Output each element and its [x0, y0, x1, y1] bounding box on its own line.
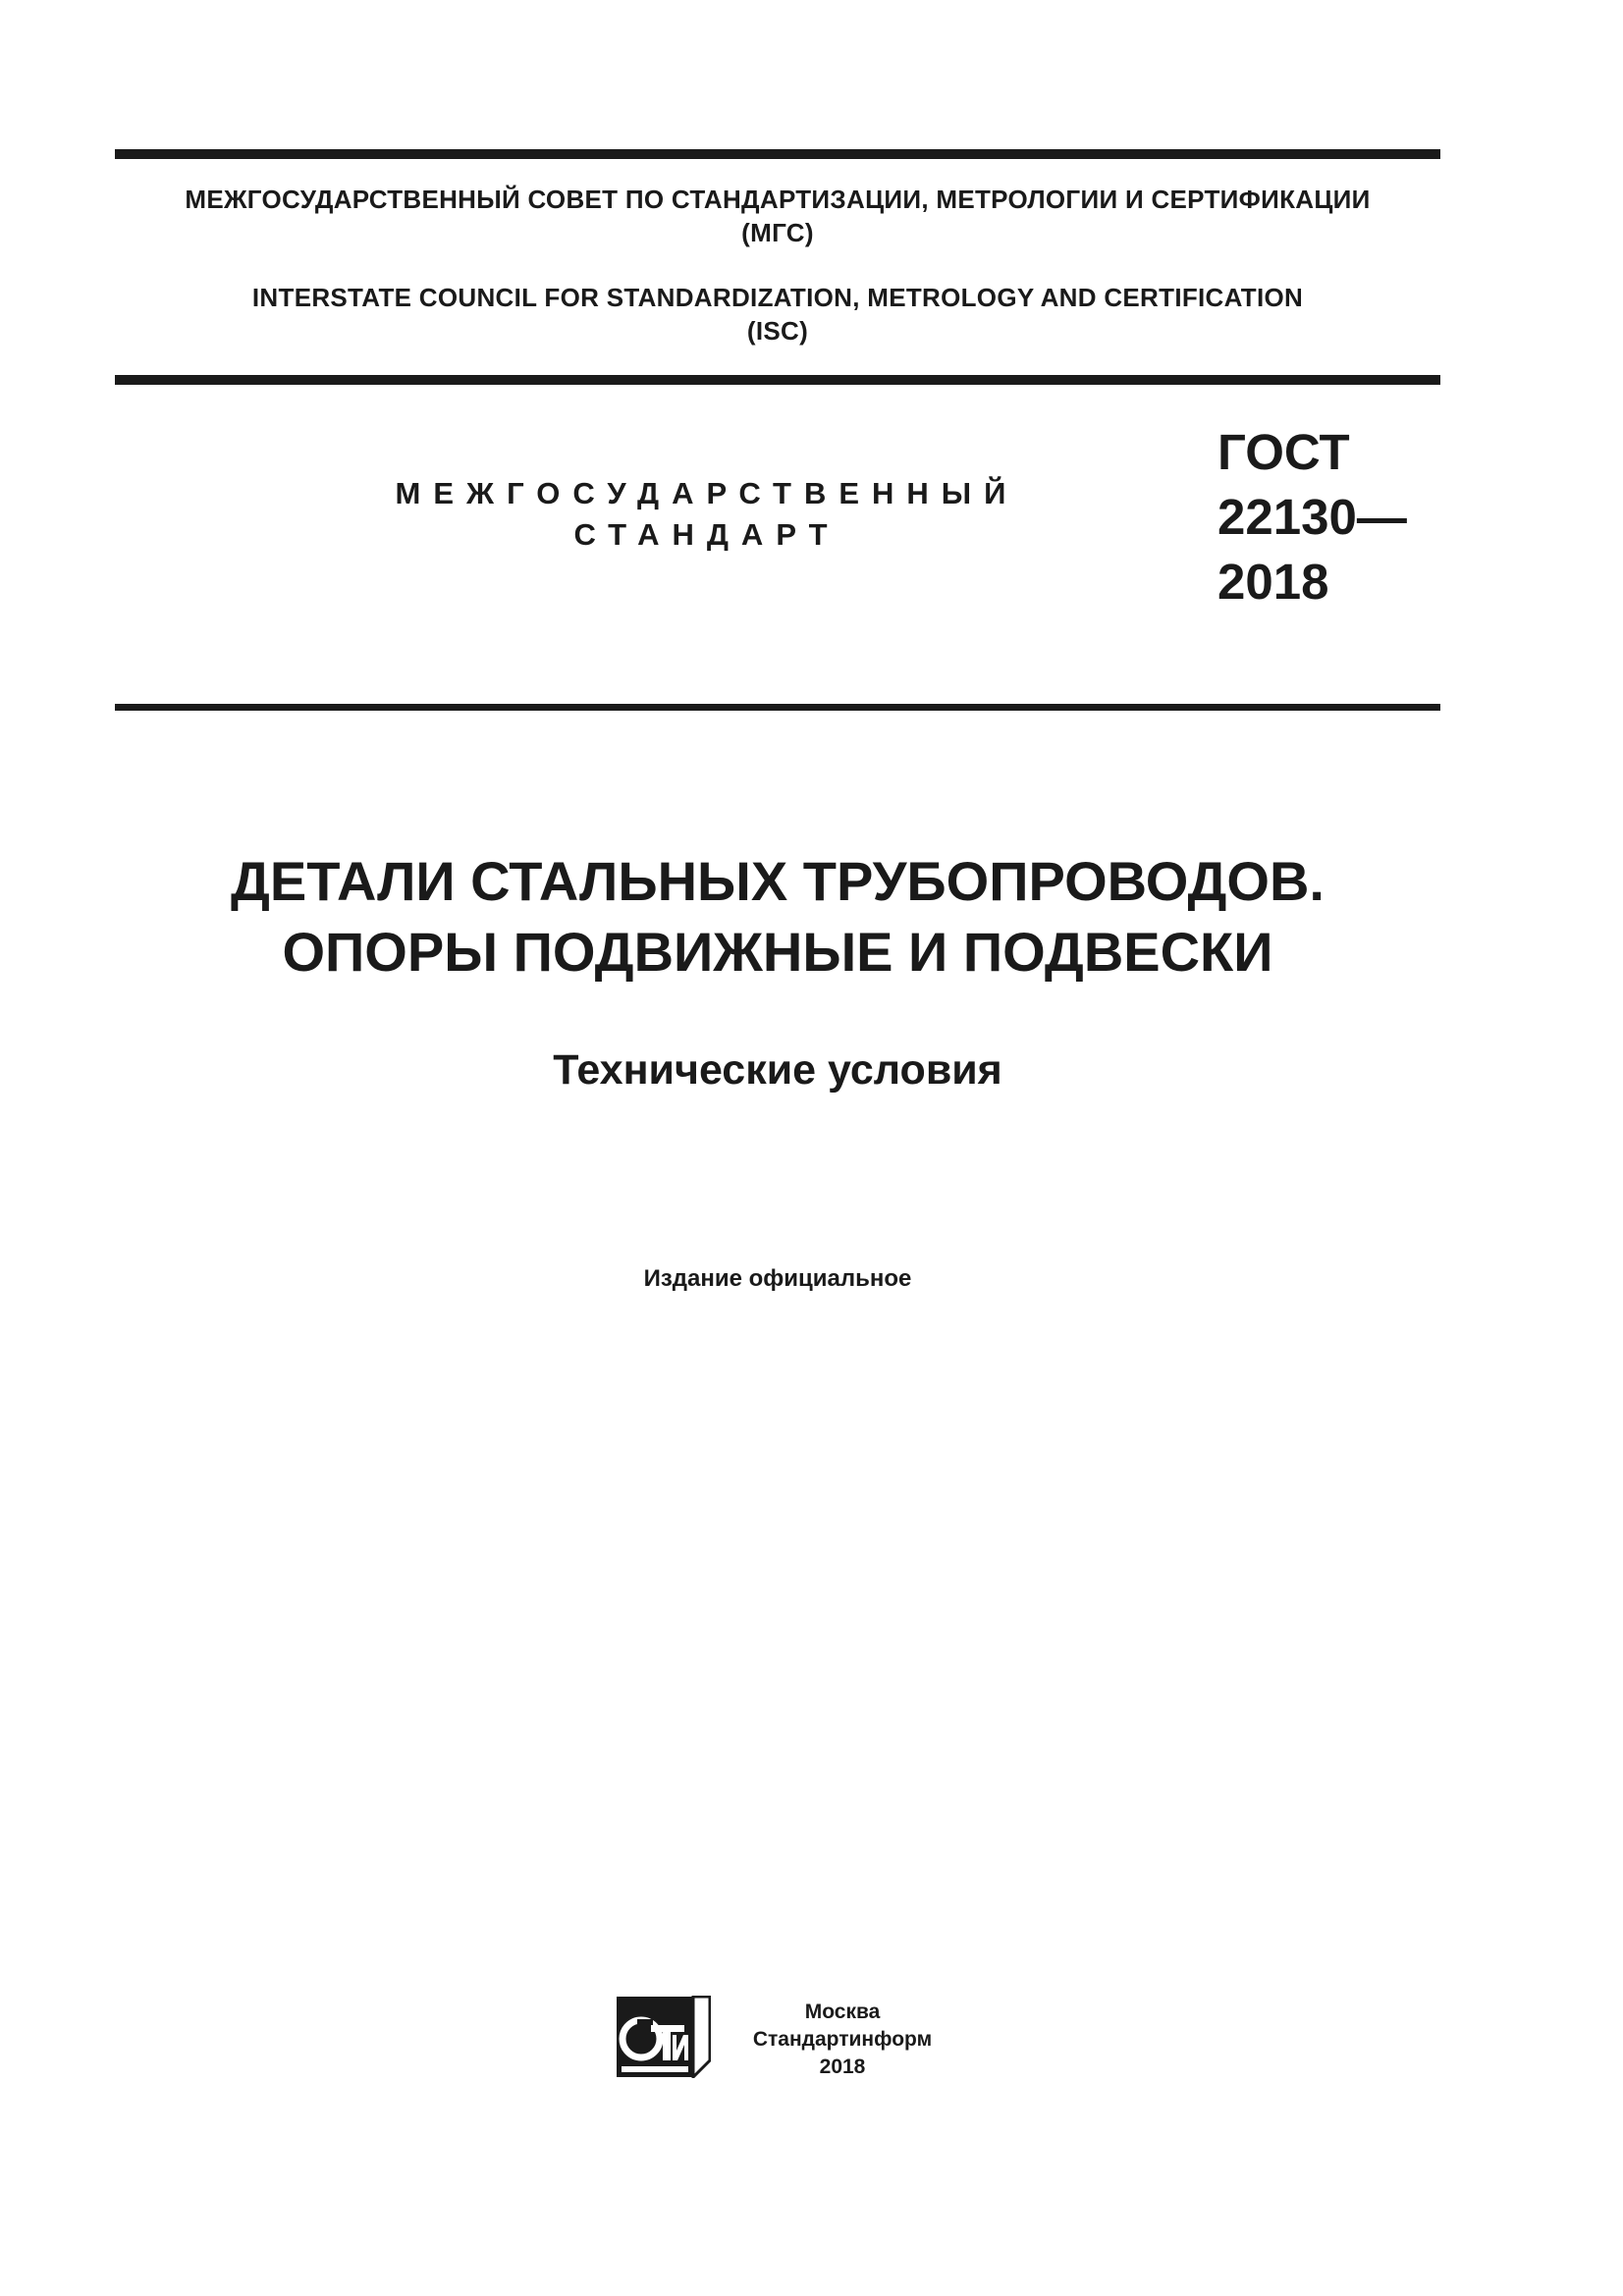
- publisher-name: Стандартинформ: [752, 2028, 933, 2051]
- standard-kind-line1: МЕЖГОСУДАРСТВЕННЫЙ: [395, 476, 1019, 510]
- designation-number: 22130—: [1217, 489, 1407, 545]
- top-divider: [115, 149, 1440, 159]
- document-title: [115, 846, 1440, 988]
- document-subtitle: Технические условия: [553, 1046, 1002, 1094]
- standard-designation: [1217, 420, 1407, 614]
- document-title-line2: ОПОРЫ ПОДВИЖНЫЕ И ПОДВЕСКИ: [282, 921, 1273, 983]
- council-english-name: INTERSTATE COUNCIL FOR STANDARDIZATION, METROLOGY AND CERTIFICATION: [251, 283, 1304, 312]
- edition-label: Издание официальное: [643, 1265, 912, 1292]
- publisher-block: [725, 1999, 960, 2081]
- council-english-abbr: (ISC): [746, 316, 809, 346]
- council-russian-abbr: (МГС): [741, 218, 814, 247]
- standard-kind-line2: СТАНДАРТ: [573, 517, 840, 552]
- designation-year: 2018: [1217, 554, 1329, 610]
- council-russian: [115, 183, 1440, 249]
- publisher-year: 2018: [819, 2056, 866, 2078]
- standartinform-logo-icon: [616, 1996, 711, 2078]
- standard-kind: [373, 473, 1041, 556]
- document-title-line1: ДЕТАЛИ СТАЛЬНЫХ ТРУБОПРОВОДОВ.: [231, 850, 1325, 912]
- middle-divider: [115, 375, 1440, 385]
- lower-divider: [115, 704, 1440, 711]
- council-english: [115, 281, 1440, 347]
- council-russian-name: МЕЖГОСУДАРСТВЕННЫЙ СОВЕТ ПО СТАНДАРТИЗАЦИИ, МЕТРОЛОГИИ И СЕРТИФИКАЦИИ: [185, 185, 1371, 214]
- designation-prefix: ГОСТ: [1217, 424, 1350, 480]
- publisher-city: Москва: [804, 2001, 881, 2023]
